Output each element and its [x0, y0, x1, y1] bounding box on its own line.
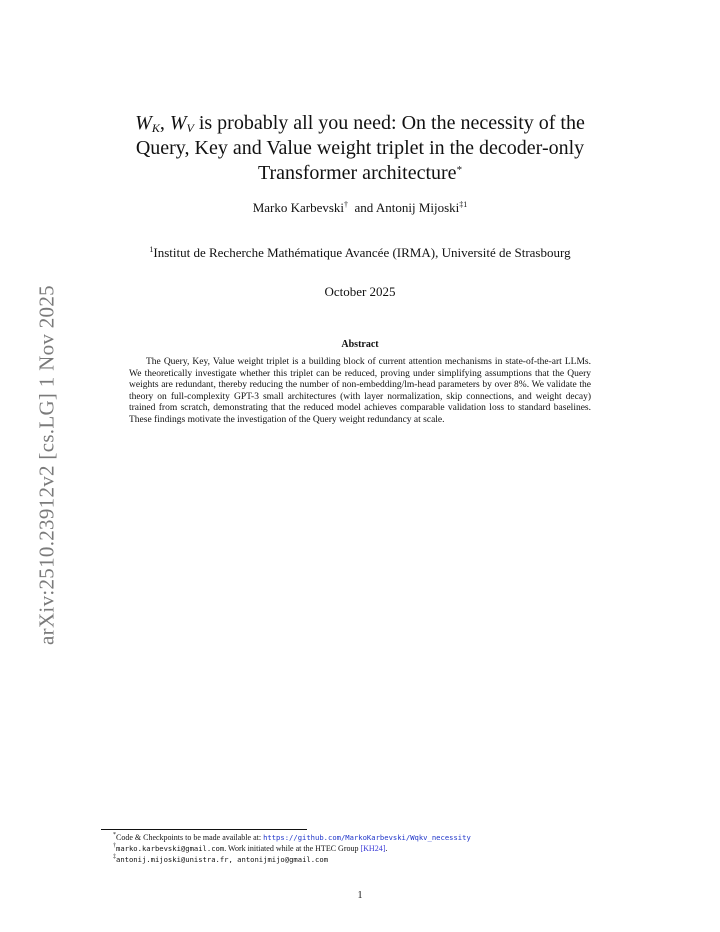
affiliation-text: Institut de Recherche Mathématique Avancée (IRMA), Université de Strasbourg: [153, 245, 571, 260]
abstract-body: The Query, Key, Value weight triplet is a building block of current attention mechanisms in state-of-the-art LLMs. We theoretically investigate whether this triplet can be reduced, proving under simplifying assumptions that the Query weights are redundant, thereby reducing the number of non-embedding/lm-head parameters by over 8%. We validate the theory on full-complexity GPT-3 small architectures (with layer normalization, skip connections, and weight decay) trained from scratch, demonstrating that the reduced model achieves comparable validation loss to standard baselines. These findings motivate the investigation of the Query weight redundancy at scale.: [129, 357, 591, 425]
paper-date: October 2025: [324, 284, 396, 299]
footnote-mark: ‡: [113, 854, 116, 860]
arxiv-margin-stamp: arXiv:2510.23912v2 [cs.LG] 1 Nov 2025: [34, 285, 59, 645]
footnote-rule: [101, 829, 307, 830]
footnote-3: [113, 854, 673, 865]
wv-subscript: V: [186, 121, 194, 135]
author-name: Antonij Mijoski: [375, 200, 460, 215]
author-name: Marko Karbevski: [252, 200, 345, 215]
title-line-2: Query, Key and Value weight triplet in the decoder-only: [135, 137, 585, 159]
author-mark: †: [344, 200, 349, 209]
paper-title: [100, 111, 620, 186]
footnote-mark: *: [113, 832, 116, 838]
title-footnote-mark: *: [456, 164, 463, 176]
author-mark: ‡1: [459, 200, 468, 209]
citation-link[interactable]: [KH24]: [360, 844, 386, 853]
wk-letter: W: [135, 112, 152, 134]
page-number: 1: [357, 890, 363, 901]
wk-symbol: [135, 112, 160, 134]
author-emails: antonij.mijoski@unistra.fr, antonijmijo@gmail.com: [116, 855, 329, 864]
footnote-mark: †: [113, 843, 116, 849]
footnote-1: [113, 832, 673, 843]
footnote-period: .: [385, 844, 388, 853]
title-line-1: [100, 111, 620, 136]
affiliation-mark: 1: [149, 245, 154, 254]
footnotes: [113, 832, 673, 865]
footnote-text: Code & Checkpoints to be made available at:: [116, 833, 264, 842]
wv-symbol: [170, 112, 194, 134]
footnote-text: . Work initiated while at the HTEC Group: [224, 844, 361, 853]
repo-link[interactable]: https://github.com/MarkoKarbevski/Wqkv_necessity: [263, 833, 471, 842]
author-list: [100, 200, 620, 216]
author-conjunction: and: [354, 200, 374, 215]
title-line-3-text: Transformer architecture: [257, 162, 457, 184]
author-email: marko.karbevski@gmail.com: [116, 844, 225, 853]
footnote-2: [113, 843, 673, 854]
title-line-1-text: is probably all you need: On the necessity of the: [193, 112, 585, 134]
abstract-heading: Abstract: [341, 339, 379, 350]
affiliation: [80, 245, 640, 261]
title-separator: ,: [159, 112, 170, 134]
title-line-3: [100, 161, 620, 186]
wk-subscript: K: [151, 121, 160, 135]
wv-letter: W: [169, 112, 187, 134]
